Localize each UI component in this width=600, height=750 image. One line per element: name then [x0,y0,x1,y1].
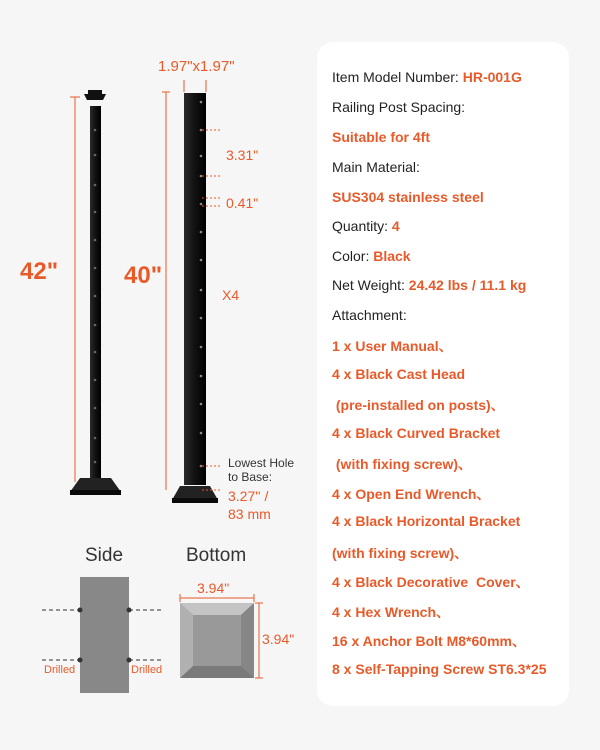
hole-spacing-label: 3.31" [226,147,259,163]
attachment-item: (with fixing screw)、 [332,456,473,472]
attachment-item: 8 x Self-Tapping Screw ST6.3*25 [332,661,547,677]
attachment-item: 16 x Anchor Bolt M8*60mm、 [332,633,526,649]
lowest-hole-value-2: 83 mm [228,506,271,522]
attachment-label: Attachment: [332,307,407,323]
post-plain [172,93,218,503]
base-width-label: 3.94" [197,580,230,596]
quantity-value: 4 [391,218,400,234]
attachment-item: 4 x Black Cast Head [332,366,466,382]
attachment-item: 4 x Black Curved Bracket [332,425,501,441]
base-depth-label: 3.94" [262,631,295,647]
spec-panel [317,42,569,706]
quantity-row [332,218,400,234]
model-label: Item Model Number: [332,69,463,85]
attachment-item: 1 x User Manual、 [332,338,453,354]
material-value: SUS304 stainless steel [332,189,484,205]
lowest-hole-line-1: Lowest Hole [228,456,295,470]
spacing-value: Suitable for 4ft [332,129,431,145]
material-label: Main Material: [332,159,420,175]
weight-value: 24.42 lbs / 11.1 kg [408,277,527,293]
lowest-hole-line-2: to Base: [228,470,273,484]
width-label: 1.97"x1.97" [158,58,235,75]
lowest-hole-label [228,456,294,484]
post-with-head [70,90,121,495]
attachment-item: 4 x Black Decorative Cover、 [332,574,530,590]
attachment-item: 4 x Open End Wrench、 [332,486,491,502]
total-height-label: 42" [20,258,59,285]
drilled-left-label: Drilled [44,664,76,676]
hole-offset-label: 0.41" [226,195,259,211]
color-value: Black [373,248,411,264]
lowest-hole-value-1: 3.27'' / [228,488,269,504]
post-height-label: 40" [124,262,163,289]
color-row [332,248,411,264]
attachment-item: 4 x Hex Wrench、 [332,604,451,620]
lowest-hole-value [228,487,271,523]
quantity-mark: X4 [222,287,240,303]
quantity-label: Quantity: [332,218,392,234]
attachment-item: (with fixing screw)、 [332,545,469,561]
weight-label: Net Weight: [332,277,409,293]
model-row [332,69,522,85]
color-label: Color: [332,248,374,264]
attachment-item: (pre-installed on posts)、 [332,397,505,413]
bottom-view-title: Bottom [186,545,247,566]
bottom-view-diagram [180,594,263,678]
spacing-label: Railing Post Spacing: [332,99,466,115]
weight-row [332,277,526,293]
attachment-item: 4 x Black Horizontal Bracket [332,513,521,529]
model-value: HR-001G [462,69,522,85]
drilled-right-label: Drilled [131,664,163,676]
side-view-title: Side [85,545,124,566]
